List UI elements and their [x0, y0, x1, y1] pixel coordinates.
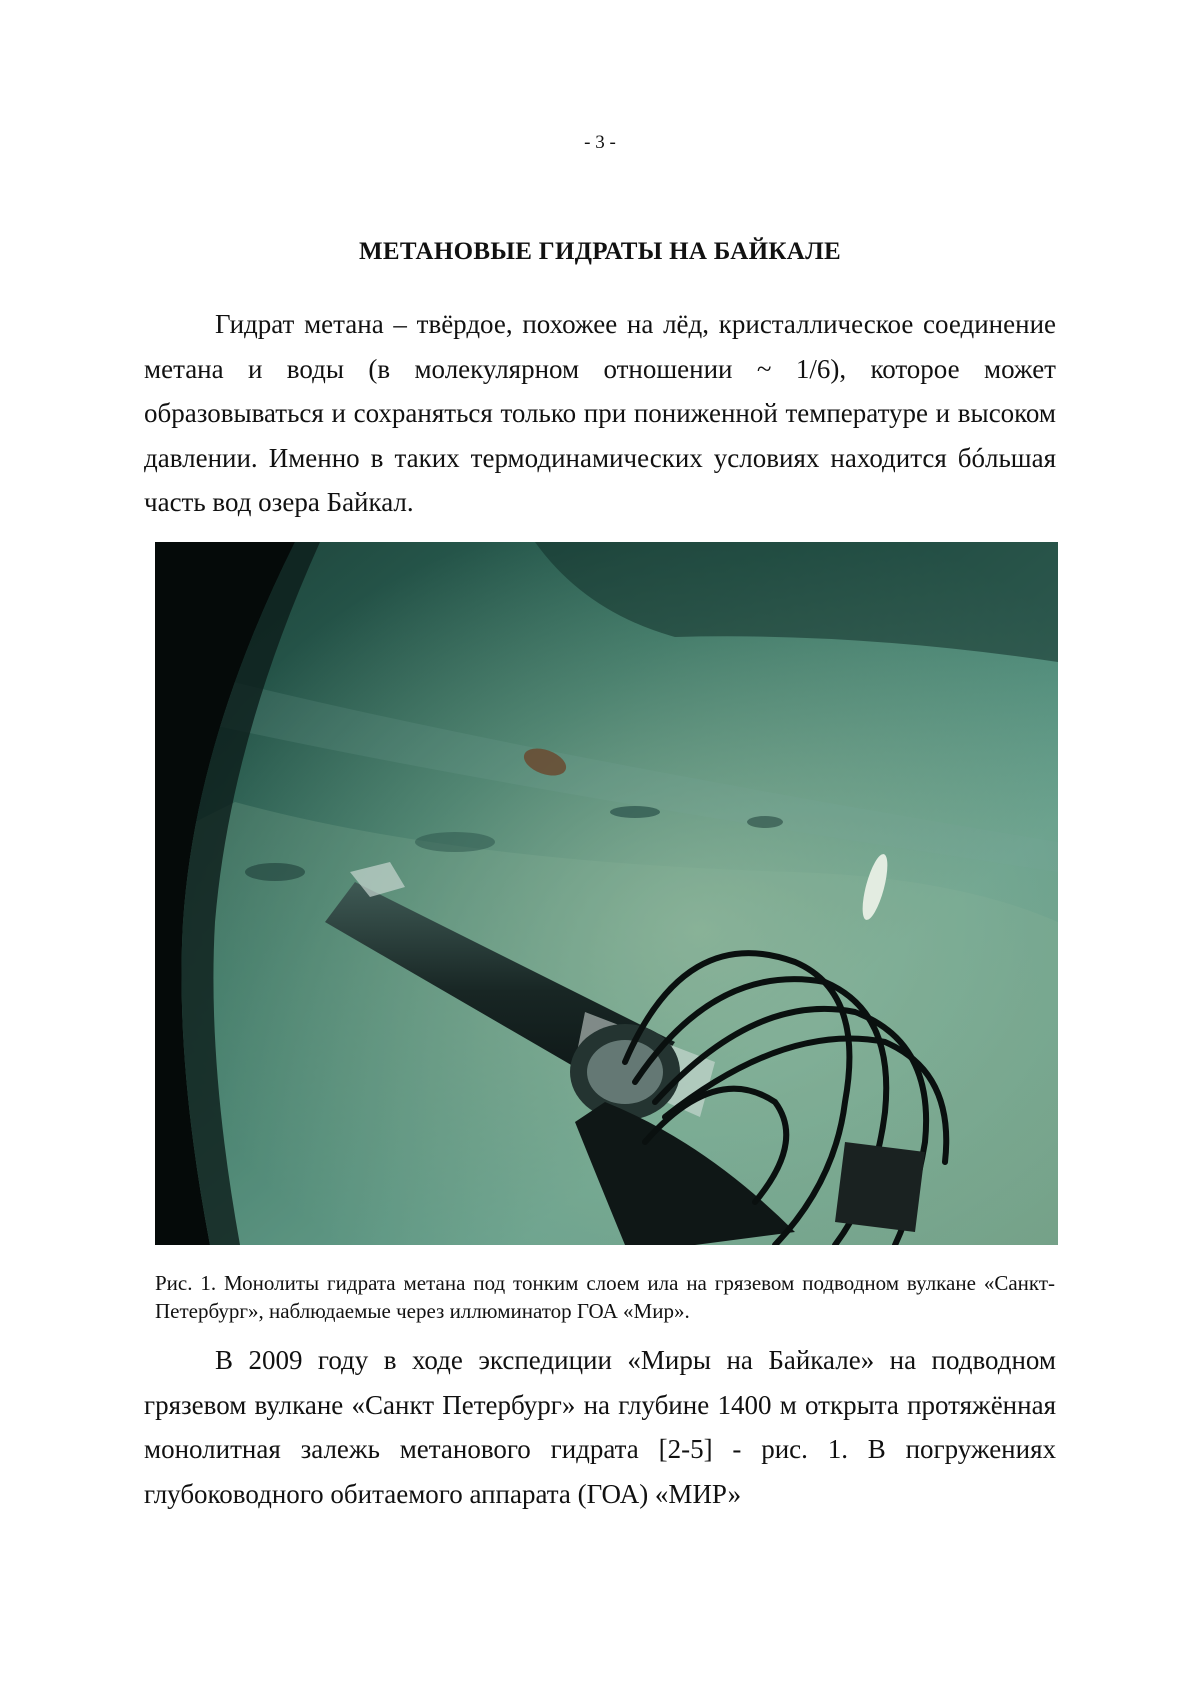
- paragraph-expedition-text: В 2009 году в ходе экспедиции «Миры на Байкале» на подводном грязевом вулкане «Санкт Петербург» на глубине 1400 м открыта протяжённая монолитная залежь метанового гидрата [2-5] - рис. 1. В погружениях глубоководного обитаемого аппарата (ГОА) «МИР»: [144, 1345, 1056, 1509]
- figure-photo-seafloor: [155, 542, 1058, 1245]
- paragraph-intro-text: Гидрат метана – твёрдое, похожее на лёд, кристаллическое соединение метана и воды (в молекулярном отношении ~ 1/6), которое может образовываться и сохраняться только при пониженной температуре и высоком давлении. Именно в таких термодинамических условиях находится бóльшая часть вод озера Байкал.: [144, 309, 1056, 518]
- figure-caption: Рис. 1. Монолиты гидрата метана под тонким слоем ила на грязевом подводном вулкане «Санкт-Петербург», наблюдаемые через иллюминатор ГОА «Мир».: [155, 1271, 1055, 1323]
- article-title: МЕТАНОВЫЕ ГИДРАТЫ НА БАЙКАЛЕ: [358, 238, 842, 265]
- paragraph-expedition: [144, 1338, 1056, 1516]
- underwater-photo: [155, 542, 1058, 1245]
- page-number: - 3 -: [584, 132, 616, 153]
- paragraph-intro: [144, 302, 1056, 525]
